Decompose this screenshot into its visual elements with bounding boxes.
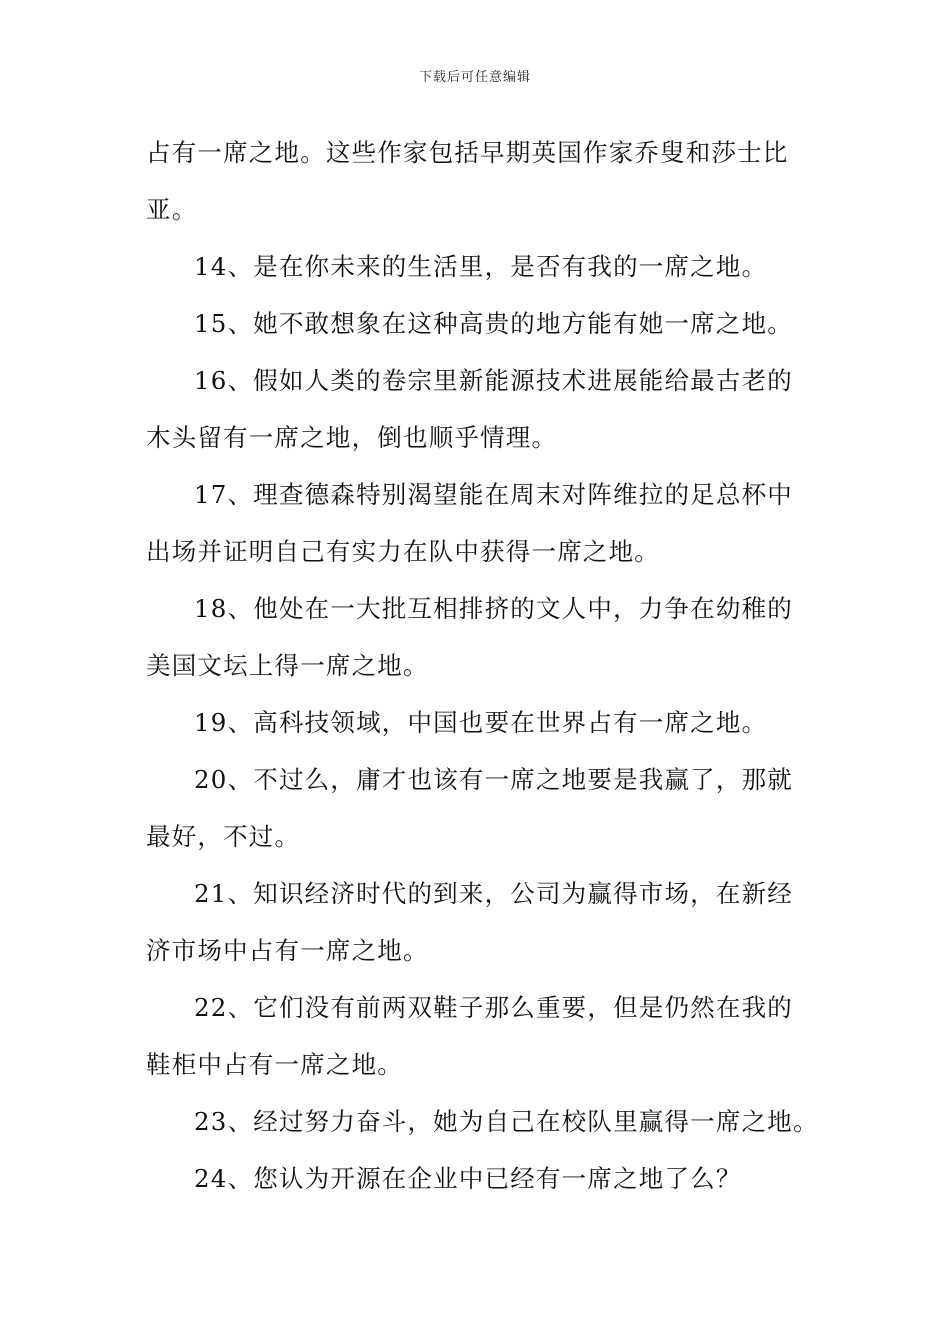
text-line: 美国文坛上得一席之地。 bbox=[146, 651, 429, 680]
text-line: 24、您认为开源在企业中已经有一席之地了么？ bbox=[194, 1164, 742, 1193]
text-line: 亚。 bbox=[146, 195, 198, 224]
text-line: 22、它们没有前两双鞋子那么重要，但是仍然在我的 bbox=[194, 993, 793, 1022]
text-line: 14、是在你未来的生活里，是否有我的一席之地。 bbox=[194, 252, 768, 281]
text-line: 19、高科技领域，中国也要在世界占有一席之地。 bbox=[194, 708, 768, 737]
text-line: 21、知识经济时代的到来，公司为赢得市场，在新经 bbox=[194, 879, 793, 908]
text-line: 济市场中占有一席之地。 bbox=[146, 936, 429, 965]
text-line: 15、她不敢想象在这种高贵的地方能有她一席之地。 bbox=[194, 309, 793, 338]
document-body bbox=[146, 124, 819, 1207]
text-line: 占有一席之地。这些作家包括早期英国作家乔叟和莎士比 bbox=[146, 138, 789, 167]
text-line: 最好，不过。 bbox=[146, 822, 301, 851]
page-header: 下载后可任意编辑 bbox=[418, 70, 531, 85]
text-line: 16、假如人类的卷宗里新能源技术进展能给最古老的 bbox=[194, 366, 793, 395]
text-line: 鞋柜中占有一席之地。 bbox=[146, 1050, 403, 1079]
text-line: 木头留有一席之地，倒也顺乎情理。 bbox=[146, 423, 558, 452]
text-line: 23、经过努力奋斗，她为自己在校队里赢得一席之地。 bbox=[194, 1107, 819, 1136]
text-line: 17、理查德森特别渴望能在周末对阵维拉的足总杯中 bbox=[194, 480, 793, 509]
text-line: 出场并证明自己有实力在队中获得一席之地。 bbox=[146, 537, 660, 566]
text-line: 18、他处在一大批互相排挤的文人中，力争在幼稚的 bbox=[194, 594, 793, 623]
text-line: 20、不过么，庸才也该有一席之地要是我赢了，那就 bbox=[194, 765, 793, 794]
